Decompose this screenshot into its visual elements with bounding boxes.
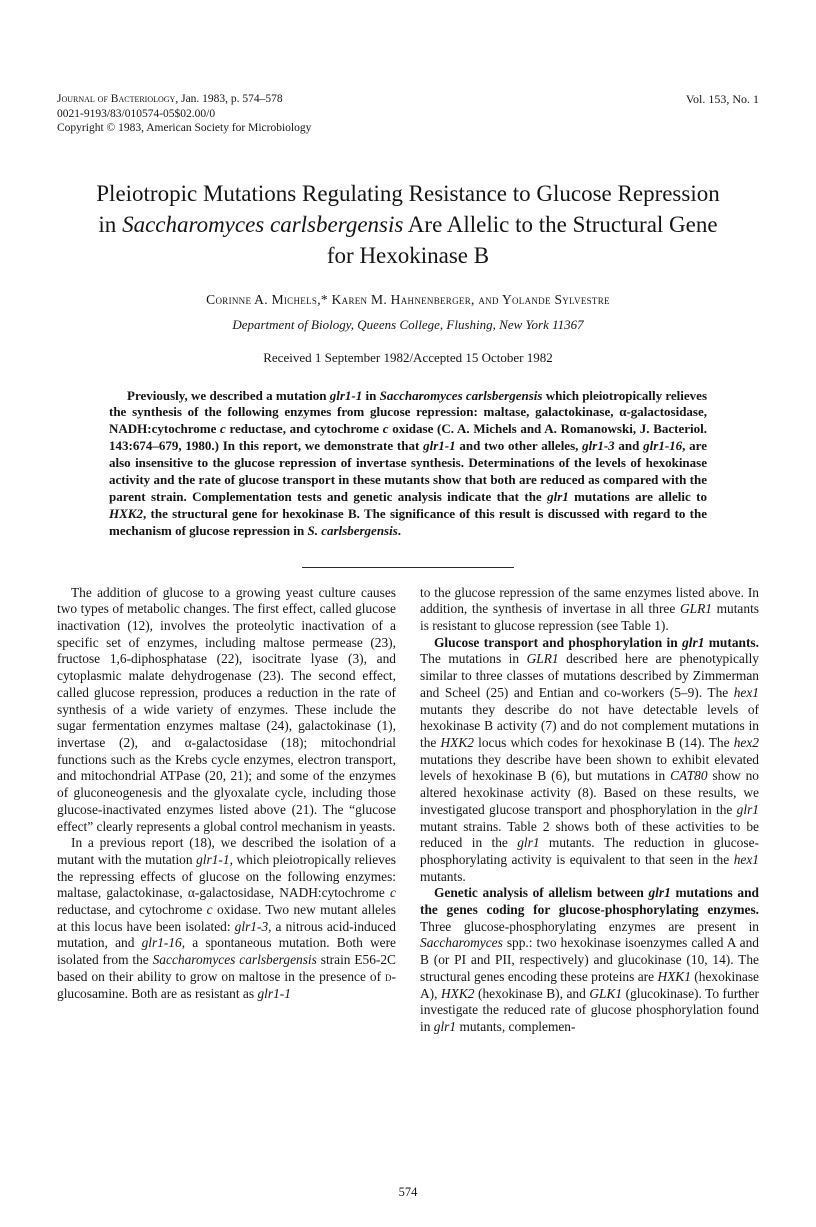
text-run: . <box>397 522 402 538</box>
article-title <box>85 178 731 271</box>
text-run: mutants, complemen- <box>456 1018 576 1034</box>
text-run: (hexokinase A), <box>420 968 760 1001</box>
text-run: glr1-3 <box>234 918 269 934</box>
text-run: Three glucose-phosphorylating enzymes are present in <box>420 918 759 934</box>
text-run: which pleiotropically relieves the synthesis of the following enzymes from glucose repression: maltase, galactokinase, α-galactosidase, NADH:cytochrome <box>109 387 708 437</box>
text-run: , the structural gene for hexokinase B. The significance of this result is discussed with regard to the mechanism of glucose repression in <box>109 505 707 538</box>
right-column <box>420 585 759 1036</box>
text-run: described here are phenotypically similar to three classes of mutations described by Zimmerman and Scheel (25) and Entian and co-workers (5–9). The <box>420 651 759 700</box>
text-run: Genetic analysis of allelism between <box>434 885 649 901</box>
text-run: mutants. <box>704 634 759 650</box>
issn-line: 0021-9193/83/010574-05$02.00/0 <box>57 107 216 120</box>
page-number: 574 <box>398 1185 418 1199</box>
text-run: mutants they describe do not have detectable levels of hexokinase B activity (7) and do not complement mutations in the <box>420 701 759 750</box>
text-run: oxidase. Two new mutant alleles at this locus have been isolated: <box>57 902 396 934</box>
text-run: glr1 <box>682 634 705 650</box>
affiliation-line: Department of Biology, Queens College, Flushing, New York 11367 <box>232 316 584 332</box>
text-run: Previously, we described a mutation <box>127 387 330 403</box>
text-run: HXK1 <box>657 968 691 984</box>
paragraph <box>57 585 396 836</box>
text-run: glr1 <box>736 801 759 817</box>
text-run: in <box>362 387 380 403</box>
text-run: mutations and the genes coding for glucose-phosphorylating enzymes. <box>420 885 759 918</box>
text-run: mutants. <box>420 868 466 884</box>
text-run: Saccharomyces carlsbergensis <box>122 211 404 237</box>
text-run: spp.: two hexokinase isoenzymes called A and B (or PI and PII, respectively) and glucokinase (10, 14). The structural genes encoding these proteins are <box>420 935 759 984</box>
text-run: , Jan. 1983, p. 574–578 <box>175 93 283 105</box>
text-run: reductase, and cytochrome <box>57 902 207 918</box>
text-run: HXK2 <box>441 985 475 1001</box>
text-run: show no altered hexokinase activity (8). Based on these results, we investigated glucose transport and phosphorylation in the <box>420 768 759 817</box>
paragraph <box>420 885 759 1035</box>
text-run: c <box>390 885 396 901</box>
text-run: hex1 <box>733 684 759 700</box>
text-run: mutations they describe have been shown to exhibit elevated levels of hexokinase B (6), but mutations in <box>420 751 759 784</box>
text-run: locus which codes for hexokinase B (14). The <box>473 734 734 750</box>
masthead <box>57 92 759 136</box>
text-run: GLR1 <box>526 651 559 667</box>
text-run: to the glucose repression of the same enzymes listed above. In addition, the synthesis of invertase in all three <box>420 584 759 617</box>
text-run: glr1-1 <box>196 851 230 867</box>
paragraph <box>420 585 759 635</box>
text-run: hex2 <box>733 734 759 750</box>
text-run: mutant strains. Table 2 shows both of these activities to be reduced in the <box>420 818 759 851</box>
text-run: d <box>385 968 392 984</box>
text-run: Corinne A. Michels,* Karen M. Hahnenberger, and Yolande Sylvestre <box>206 291 610 307</box>
text-run: Pleiotropic Mutations Regulating Resistance to Glucose Repression in <box>96 180 720 237</box>
copyright-line: Copyright © 1983, American Society for Microbiology <box>57 122 312 134</box>
text-run: In a previous report (18), we described the isolation of a mutant with the mutation <box>57 835 396 867</box>
text-run: GLR1 <box>679 601 712 617</box>
text-run: Saccharomyces carlsbergensis <box>379 387 543 403</box>
text-run: glr1-1 <box>423 438 456 454</box>
left-column <box>57 585 396 1036</box>
text-run: S. carlsbergensis <box>307 522 398 538</box>
abstract <box>109 388 707 540</box>
text-run: Saccharomyces carlsbergensis <box>152 952 317 968</box>
text-run: strain E56-2C based on their ability to grow on maltose in the presence of <box>57 952 396 984</box>
text-run: glr1-16 <box>141 935 182 951</box>
text-run: c <box>206 902 213 918</box>
text-run: HXK2 <box>440 734 474 750</box>
text-run: The mutations in <box>420 651 527 667</box>
text-run: mutants. The reduction in glucose-phosphorylating activity is equivalent to that seen in the <box>420 835 759 867</box>
text-run: Saccharomyces <box>420 935 503 951</box>
text-run: glr1-1 <box>329 387 363 403</box>
text-run: Journal of Bacteriology <box>57 93 176 105</box>
text-run: c <box>220 421 226 437</box>
text-run: hex1 <box>733 851 759 867</box>
masthead-left <box>57 92 311 136</box>
text-run: reductase, and cytochrome <box>225 421 383 437</box>
paragraph <box>57 835 396 1002</box>
text-run: oxidase (C. A. Michels and A. Romanowski, J. Bacteriol. 143:674–679, 1980.) In this report, we demonstrate that <box>109 421 707 454</box>
article-body <box>57 585 759 1036</box>
text-run: , are also insensitive to the glucose repression of invertase synthesis. Determinations of the levels of hexokinase activity and the rate of glucose transport in these mutants show that both are reduced as compared with the parent strain. Complementation tests and genetic analysis indicate that the <box>109 438 707 504</box>
authors-line <box>57 292 759 308</box>
journal-line <box>57 92 311 107</box>
received-dates: Received 1 September 1982/Accepted 15 October 1982 <box>263 349 553 365</box>
volume-info: Vol. 153, No. 1 <box>685 92 759 106</box>
text-run: and two other alleles, <box>455 438 583 454</box>
text-run: , a spontaneous mutation. Both were isolated from the <box>57 935 396 968</box>
text-run: glr1 <box>648 885 671 901</box>
text-run: and <box>614 438 644 454</box>
text-run: GLK1 <box>589 985 623 1001</box>
text-run: Glucose transport and phosphorylation in <box>434 634 683 650</box>
text-run: (hexokinase B), and <box>474 985 590 1001</box>
text-run: The addition of glucose to a growing yeast culture causes two types of metabolic changes. The first effect, called glucose inactivation (12), involves the proteolytic inactivation of a specific set of enzymes, including maltose permease (23), fructose 1,6-diphosphatase (22), isocitrate lyase (3), and cytoplasmic malate dehydrogenase (23). The second effect, called glucose repression, produces a reduction in the rate of synthesis of a wide variety of enzymes. These include the sugar fermentation enzymes maltase (24), galactokinase (1), invertase (2), and α-galactosidase (18); mitochondrial functions such as the Krebs cycle enzymes, electron transport, and mitochondrial ATPase (20, 21); and some of the enzymes of gluconeogenesis and the glyoxalate cycle, including those glucose-inactivated enzymes listed above (21). The “glucose effect” clearly represents a global control mechanism in yeasts. <box>57 584 396 834</box>
section-divider <box>302 567 514 568</box>
text-run: glr1-16 <box>643 438 683 454</box>
paragraph <box>420 635 759 886</box>
text-run: , a nitrous acid-induced mutation, and <box>57 918 396 951</box>
text-run: glr1 <box>547 488 569 504</box>
text-run: CAT80 <box>670 768 708 784</box>
text-run: glr1 <box>433 1018 457 1034</box>
text-run: HXK2 <box>109 505 143 521</box>
text-run: c <box>382 421 389 437</box>
text-run: , which pleiotropically relieves the repressing effects of glucose on the following enzymes: maltase, galactokinase, α-galactosidase, NADH:cytochrome <box>57 851 396 901</box>
text-run: Are Allelic to the Structural Gene for Hexokinase B <box>326 211 718 268</box>
text-run: glr1 <box>517 835 540 851</box>
text-run: (glucokinase). To further investigate the reduced rate of glucose phosphorylation found in <box>420 985 759 1034</box>
text-run: glr1-3 <box>582 438 615 454</box>
text-run: mutants is resistant to glucose repression (see Table 1). <box>420 601 760 634</box>
text-run: glr1-1 <box>257 985 291 1001</box>
text-run: mutations are allelic to <box>568 488 707 504</box>
text-run: -glucosamine. Both are as resistant as <box>57 968 396 1001</box>
